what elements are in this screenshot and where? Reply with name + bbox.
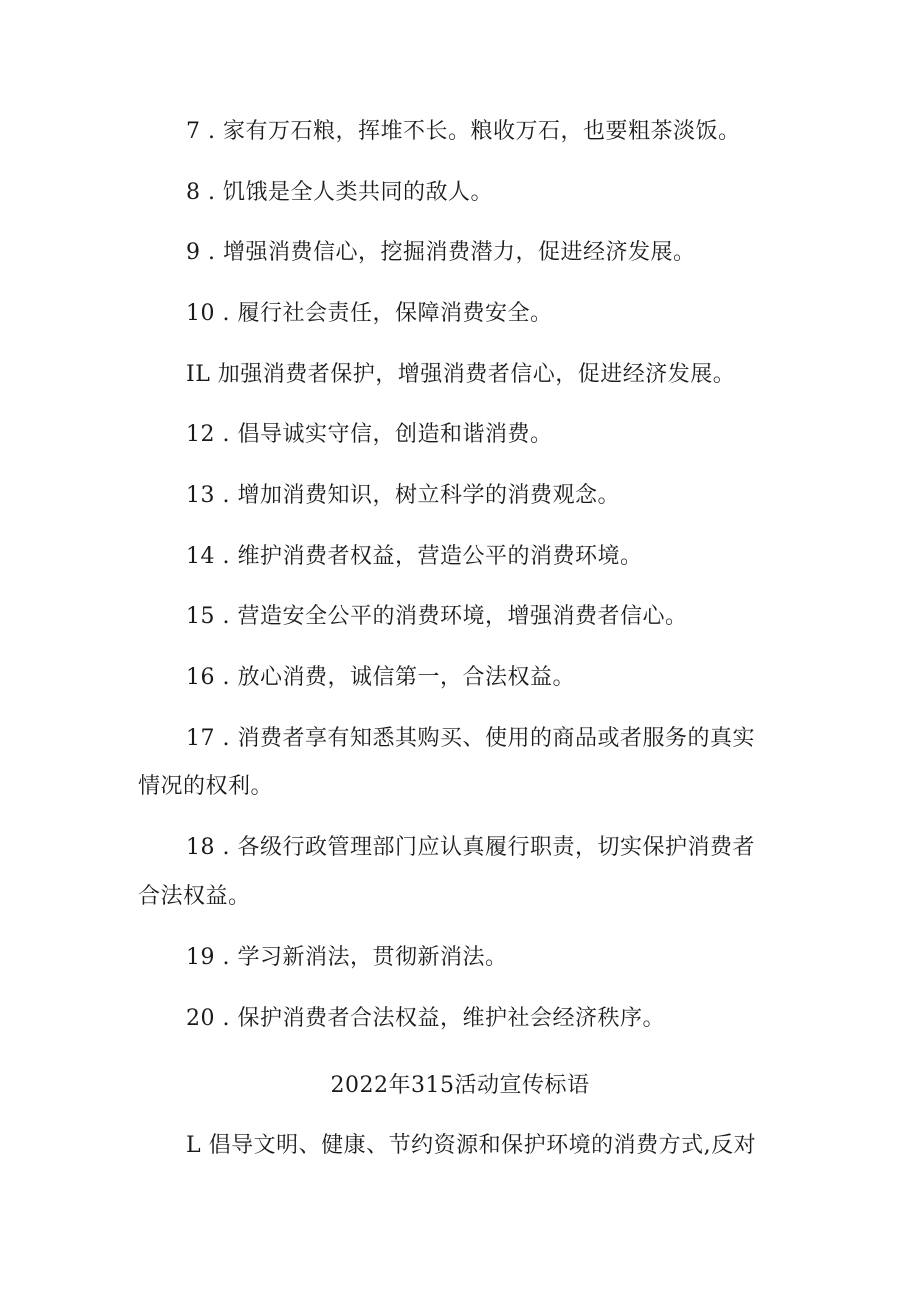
slogan-item: 12 . 倡导诚实守信，创造和谐消费。 [186,422,553,447]
slogan-item: 14 . 维护消费者权益，营造公平的消费环境。 [186,544,643,569]
section-heading: 2022年315活动宣传标语 [330,1073,590,1098]
slogan-item-continuation: 情况的权利。 [138,774,274,799]
slogan-item: 15 . 营造安全公平的消费环境，增强消费者信心。 [186,604,688,629]
slogan-item: 16 . 放心消费，诚信第一，合法权益。 [186,665,575,690]
slogan-item: 7 . 家有万石粮，挥堆不长。粮收万石，也要粗茶淡饭。 [186,119,741,144]
section-first-line: L 倡导文明、健康、节约资源和保护环境的消费方式,反对 [186,1133,757,1158]
slogan-item: 17 . 消费者享有知悉其购买、使用的商品或者服务的真实 [186,726,755,751]
slogan-item: 13 . 增加消费知识，树立科学的消费观念。 [186,483,620,508]
slogan-item: 9 . 增强消费信心，挖掘消费潜力，促进经济发展。 [186,240,696,265]
slogan-item: IL 加强消费者保护，增强消费者信心，促进经济发展。 [186,362,736,387]
slogan-item: 10 . 履行社会责任，保障消费安全。 [186,301,553,326]
slogan-item-continuation: 合法权益。 [138,884,251,909]
slogan-item: 19 . 学习新消法，贯彻新消法。 [186,945,508,970]
slogan-item: 18 . 各级行政管理部门应认真履行职责，切实保护消费者 [186,835,755,860]
slogan-item: 20 . 保护消费者合法权益，维护社会经济秩序。 [186,1006,665,1031]
slogan-item: 8 . 饥饿是全人类共同的敌人。 [186,180,493,205]
